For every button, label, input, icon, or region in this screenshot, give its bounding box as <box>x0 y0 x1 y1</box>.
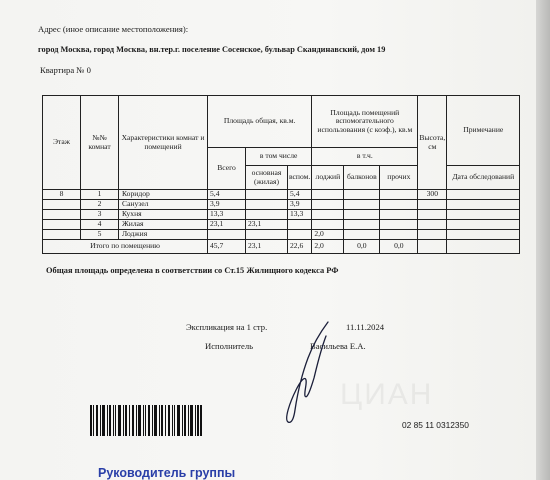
col-header-note: Примечание <box>447 96 520 166</box>
cell-main <box>246 230 288 240</box>
totals-row <box>43 240 520 254</box>
cell-main <box>246 190 288 200</box>
cell-room-name: Коридор <box>119 190 208 200</box>
cell-loggia <box>312 220 344 230</box>
cell-room-no: 3 <box>81 210 119 220</box>
address-label: Адрес (иное описание местоположения): <box>38 24 189 34</box>
cell-date <box>447 220 520 230</box>
cell-floor: 8 <box>43 190 81 200</box>
cell-height <box>418 210 447 220</box>
totals-total: 45,7 <box>208 240 246 254</box>
cell-floor <box>43 200 81 210</box>
cell-floor <box>43 230 81 240</box>
cell-other <box>380 220 418 230</box>
totals-main: 23,1 <box>246 240 288 254</box>
totals-height <box>418 240 447 254</box>
cell-total: 3,9 <box>208 200 246 210</box>
cell-aux <box>288 220 312 230</box>
cell-height <box>418 230 447 240</box>
totals-loggia: 2,0 <box>312 240 344 254</box>
col-header-including: в том числе <box>246 148 312 166</box>
cell-room-no: 1 <box>81 190 119 200</box>
table-row <box>43 230 520 240</box>
col-header-description: Характеристики комнат и помещений <box>119 96 208 190</box>
col-header-loggia: лоджий <box>312 166 344 190</box>
cell-date <box>447 190 520 200</box>
table-row <box>43 200 520 210</box>
totals-date <box>447 240 520 254</box>
cell-loggia: 2,0 <box>312 230 344 240</box>
table-row <box>43 220 520 230</box>
cell-loggia <box>312 210 344 220</box>
cell-loggia <box>312 190 344 200</box>
cell-room-no: 4 <box>81 220 119 230</box>
col-header-height: Высота, см <box>418 96 447 190</box>
totals-label: Итого по помещению <box>43 240 208 254</box>
cell-room-name: Лоджия <box>119 230 208 240</box>
executor-name: Васильева Е.А. <box>310 341 366 351</box>
cell-main <box>246 200 288 210</box>
cell-height <box>418 220 447 230</box>
col-header-vt: в т.ч. <box>312 148 418 166</box>
totals-other: 0,0 <box>380 240 418 254</box>
cell-date <box>447 210 520 220</box>
cell-floor <box>43 210 81 220</box>
cell-total: 5,4 <box>208 190 246 200</box>
table-row <box>43 190 520 200</box>
manager-heading: Руководитель группы <box>98 466 236 480</box>
table-row <box>43 210 520 220</box>
area-footnote: Общая площадь определена в соответствии со Ст.15 Жилищного кодекса РФ <box>46 266 339 275</box>
cell-date <box>447 230 520 240</box>
cell-total <box>208 230 246 240</box>
cell-room-name: Санузел <box>119 200 208 210</box>
cell-balcony <box>344 210 380 220</box>
page-edge-shadow <box>536 0 550 480</box>
explication-table <box>42 95 520 254</box>
cell-other <box>380 230 418 240</box>
cell-other <box>380 210 418 220</box>
cell-height: 300 <box>418 190 447 200</box>
col-header-all: Всего <box>208 148 246 190</box>
cell-balcony <box>344 200 380 210</box>
cell-balcony <box>344 230 380 240</box>
col-header-balcony: балконов <box>344 166 380 190</box>
cell-other <box>380 200 418 210</box>
cell-loggia <box>312 200 344 210</box>
col-header-total-area: Площадь общая, кв.м. <box>208 96 312 148</box>
document-date: 11.11.2024 <box>346 322 385 332</box>
cell-room-name: Жилая <box>119 220 208 230</box>
cell-room-no: 2 <box>81 200 119 210</box>
col-header-floor: Этаж <box>43 96 81 190</box>
cell-main <box>246 210 288 220</box>
barcode <box>90 405 202 436</box>
cell-height <box>418 200 447 210</box>
totals-aux: 22,6 <box>288 240 312 254</box>
cell-balcony <box>344 190 380 200</box>
document-number: 02 85 11 0312350 <box>402 420 469 430</box>
address-value: город Москва, город Москва, вн.тер.г. поселение Сосенское, бульвар Скандинавский, дом 19 <box>38 45 386 54</box>
apartment-number: Квартира № 0 <box>40 65 91 75</box>
col-header-survey-date: Дата обследований <box>447 166 520 190</box>
totals-balcony: 0,0 <box>344 240 380 254</box>
explication-pages: Экспликация на 1 стр. <box>186 322 268 332</box>
watermark: ЦИАН <box>340 378 434 411</box>
cell-room-no: 5 <box>81 230 119 240</box>
col-header-aux: вспом. <box>288 166 312 190</box>
cell-balcony <box>344 220 380 230</box>
cell-room-name: Кухня <box>119 210 208 220</box>
cell-aux <box>288 230 312 240</box>
cell-other <box>380 190 418 200</box>
col-header-other: прочих <box>380 166 418 190</box>
cell-total: 13,3 <box>208 210 246 220</box>
col-header-room-no: №№ комнат <box>81 96 119 190</box>
cell-main: 23,1 <box>246 220 288 230</box>
col-header-main: основная (жилая) <box>246 166 288 190</box>
cell-aux: 5,4 <box>288 190 312 200</box>
cell-aux: 3,9 <box>288 200 312 210</box>
cell-date <box>447 200 520 210</box>
col-header-aux-area: Площадь помещений вспомогательного использования (с коэф.), кв.м <box>312 96 418 148</box>
cell-aux: 13,3 <box>288 210 312 220</box>
executor-label: Исполнитель <box>205 341 254 351</box>
cell-floor <box>43 220 81 230</box>
cell-total: 23,1 <box>208 220 246 230</box>
handwritten-signature <box>278 318 338 428</box>
